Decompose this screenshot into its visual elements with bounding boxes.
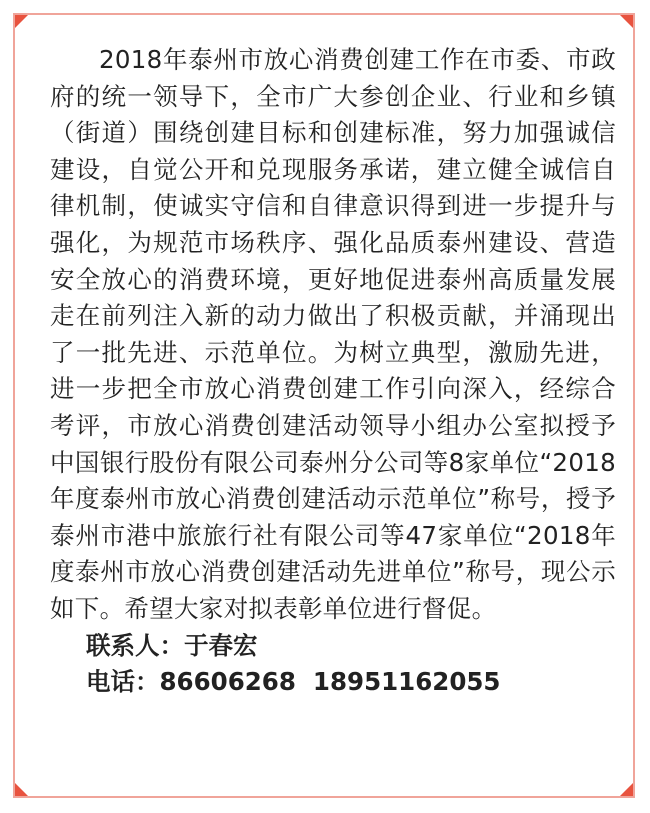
corner-decoration-top-right bbox=[620, 15, 633, 28]
contact-person: 联系人：于春宏 bbox=[86, 630, 258, 660]
body-paragraph: 2018年泰州市放心消费创建工作在市委、市政府的统一领导下，全市广大参创企业、行业和乡镇（街道）围绕创建目标和创建标准，努力加强诚信建设，自觉公开和兑现服务承诺，建立健全诚信自律机制，使诚实守信和自律意识得到进一步提升与强化，为规范市场秩序、强化品质泰州建设、营造安全放心的消费环境，更好地促进泰州高质量发展走在前列注入新的动力做出了积极贡献，并涌现出了一批先进、示范单位。为树立典型，激励先进，进一步把全市放心消费创建工作引向深入，经综合考评，市放心消费创建活动领导小组办公室拟授予中国银行股份有限公司泰州分公司等8家单位“2018年度泰州市放心消费创建活动示范单位”称号，授予泰州市港中旅旅行社有限公司等47家单位“2018年度泰州市放心消费创建活动先进单位”称号，现公示如下。希望大家对拟表彰单位进行督促。 bbox=[50, 45, 616, 623]
corner-decoration-bottom-right bbox=[620, 783, 633, 796]
corner-decoration-bottom-left bbox=[15, 783, 28, 796]
contact-phone: 电话：86606268 18951162055 bbox=[86, 667, 501, 697]
document-content bbox=[50, 42, 616, 701]
corner-decoration-top-left bbox=[15, 15, 28, 28]
